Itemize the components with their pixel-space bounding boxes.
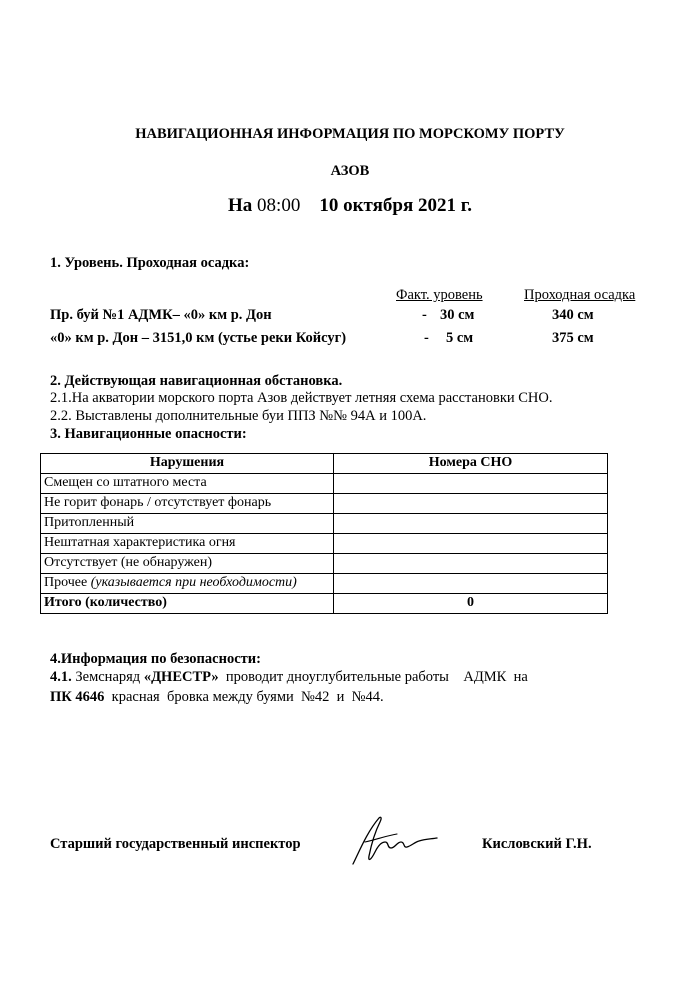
numbers-cell xyxy=(334,474,608,494)
table-row xyxy=(41,534,608,554)
section2-line1: 2.1.На акватории морского порта Азов действует летняя схема расстановки СНО. xyxy=(50,390,553,406)
table-header-row xyxy=(41,454,608,474)
section4-line1 xyxy=(50,669,528,686)
col-draft: Проходная осадка xyxy=(524,287,636,303)
numbers-cell xyxy=(334,534,608,554)
other-label: Прочее xyxy=(44,575,91,590)
section4-heading: 4.Информация по безопасности: xyxy=(50,651,261,667)
level-row-2-fact: 5 см xyxy=(446,330,474,346)
table-row xyxy=(41,514,608,534)
violation-cell: Не горит фонарь / отсутствует фонарь xyxy=(41,494,334,514)
inspector-name: Кисловский Г.Н. xyxy=(482,836,592,852)
level-row-1-fact: 30 см xyxy=(440,307,475,323)
report-date: 10 октября 2021 г. xyxy=(319,195,472,216)
signature-image xyxy=(345,812,445,872)
level-row-1-sign: - xyxy=(422,307,427,323)
pk-number: ПК 4646 xyxy=(50,689,105,705)
report-time: 08:00 xyxy=(257,195,301,216)
document-title: НАВИГАЦИОННАЯ ИНФОРМАЦИЯ ПО МОРСКОМУ ПОРТУ xyxy=(135,126,565,142)
vessel-name: «ДНЕСТР» xyxy=(143,669,219,685)
col-numbers-header: Номера СНО xyxy=(334,454,608,474)
other-note: (указывается при необходимости) xyxy=(90,575,297,590)
section2-heading: 2. Действующая навигационная обстановка. xyxy=(50,373,343,389)
level-row-2-sign: - xyxy=(424,330,429,346)
item-number: 4.1. xyxy=(50,669,72,685)
level-row-1-draft: 340 см xyxy=(552,307,594,323)
table-row xyxy=(41,554,608,574)
table-row xyxy=(41,494,608,514)
level-row-2-location: «0» км р. Дон – 3151,0 км (устье реки Койсуг) xyxy=(50,330,347,346)
level-row-2-draft: 375 см xyxy=(552,330,594,346)
violation-cell: Отсутствует (не обнаружен) xyxy=(41,554,334,574)
numbers-cell xyxy=(334,494,608,514)
inspector-position: Старший государственный инспектор xyxy=(50,836,301,852)
total-label: Итого (количество) xyxy=(41,594,334,614)
violation-cell: Нештатная характеристика огня xyxy=(41,534,334,554)
date-prefix: На xyxy=(228,195,253,216)
text-c: красная бровка между буями №42 и №44. xyxy=(104,689,384,705)
violation-cell-other xyxy=(41,574,334,594)
numbers-cell xyxy=(334,514,608,534)
violation-cell: Смещен со штатного места xyxy=(41,474,334,494)
table-row-other xyxy=(41,574,608,594)
total-value: 0 xyxy=(334,594,608,614)
section1-heading: 1. Уровень. Проходная осадка: xyxy=(50,255,250,271)
level-row-1-location: Пр. буй №1 АДМК– «0» км р. Дон xyxy=(50,307,272,323)
col-fact-level: Факт. уровень xyxy=(396,287,483,303)
hazards-table xyxy=(40,453,608,614)
section2-line2: 2.2. Выставлены дополнительные буи ППЗ №№ 94А и 100А. xyxy=(50,408,427,424)
text-b: проводит дноуглубительные работы АДМК на xyxy=(218,669,528,685)
date-line xyxy=(0,195,700,217)
port-name: АЗОВ xyxy=(330,163,370,179)
text-a: Земснаряд xyxy=(71,669,144,685)
table-total-row xyxy=(41,594,608,614)
numbers-cell xyxy=(334,574,608,594)
violation-cell: Притопленный xyxy=(41,514,334,534)
section3-heading: 3. Навигационные опасности: xyxy=(50,426,247,442)
numbers-cell xyxy=(334,554,608,574)
col-violation-header: Нарушения xyxy=(41,454,334,474)
table-row xyxy=(41,474,608,494)
section4-line2 xyxy=(50,689,384,706)
